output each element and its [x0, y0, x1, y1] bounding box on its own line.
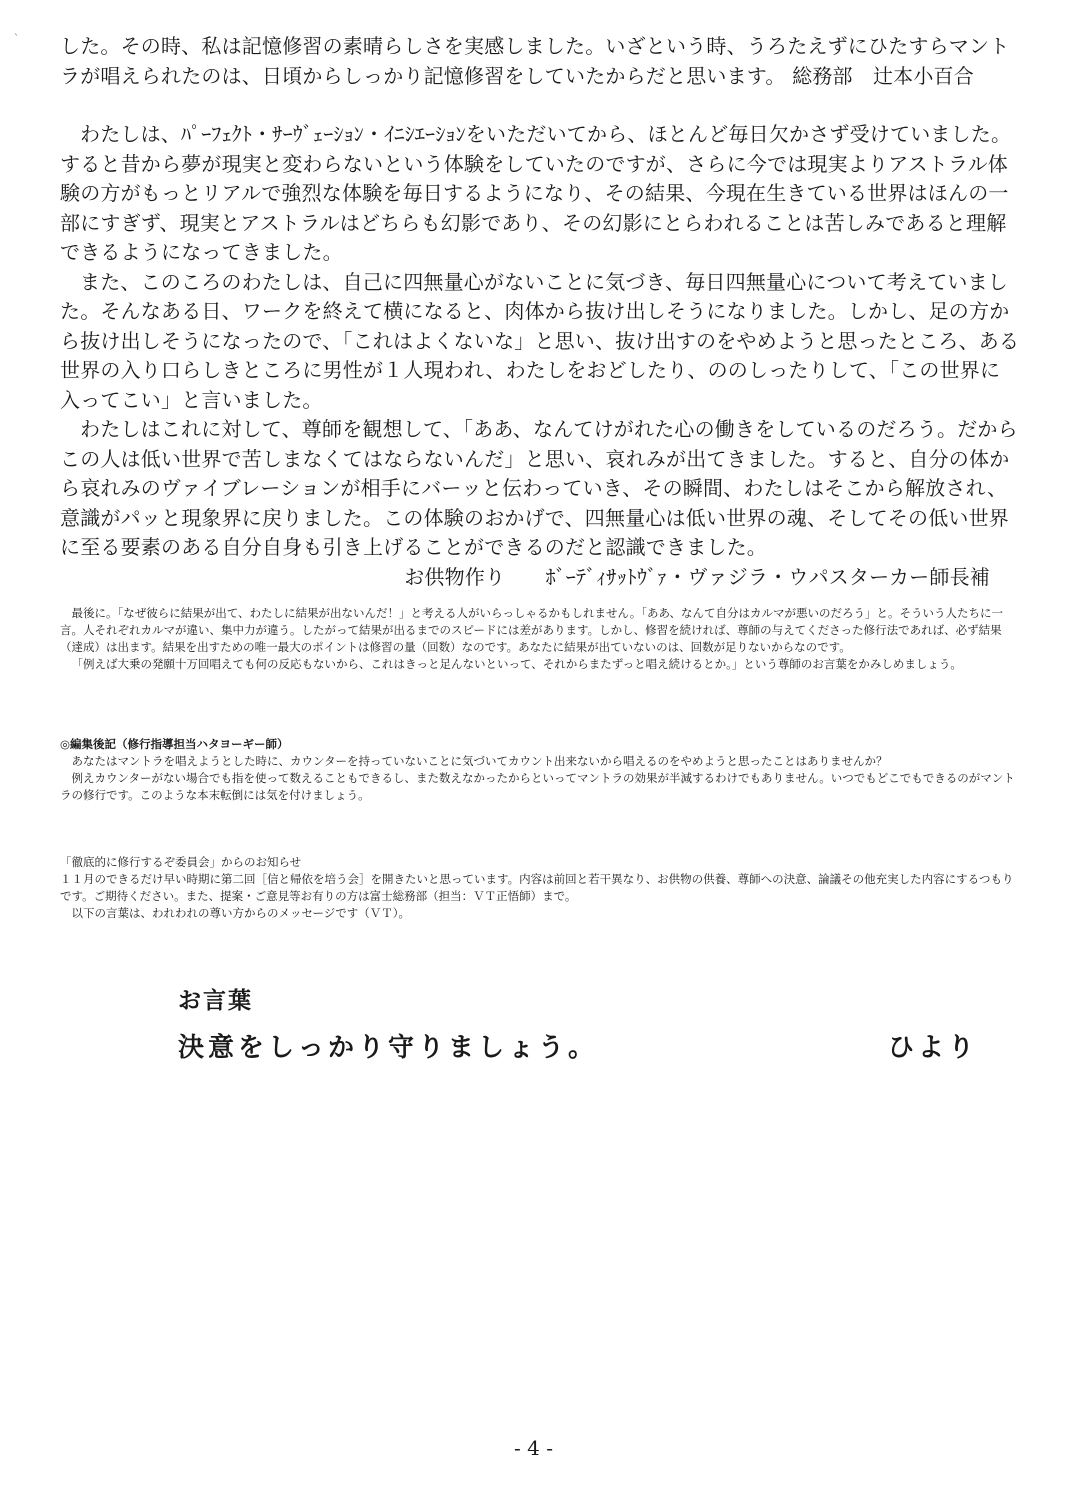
okotoba-author: ひより [887, 1033, 978, 1063]
editor-note-heading: ◎編集後記（修行指導担当ハタヨーギー師） [60, 737, 289, 751]
article-signature: お供物作り ﾎﾞｰﾃﾞｨｻｯﾄｳﾞｧ・ヴァジラ・ウパスターカー師長補 [404, 564, 990, 589]
article-para-4: わたしはこれに対して、尊師を観想して、「ああ、なんてけがれた心の働きをしているのだろう。だからこの人は低い世界で苦しまなくてはならないんだ」と思い、哀れみが出てきました。すると、自分の体から哀れみのヴァイブレーションが相手にバーッと伝わっていき、その瞬間、わたしはそこから解放され、意識がパッと現象界に戻りました。この体験のおかげで、四無量心は低い世界の魂、そしてその低い世界に至る要素のある自分自身も引き上げることができるのだと認識できました。 [60, 417, 1018, 559]
closing-para-2: 「例えば大乗の発願十万回唱えても何の反応もないから、これはきっと足んないといって、それからまたずっと唱え続けるとか。」という尊師のお言葉をかみしめましょう。 [71, 657, 962, 671]
closing-note [60, 605, 1020, 673]
article-para-1: した。その時、私は記憶修習の素晴らしさを実感しました。いざという時、うろたえずにひたすらマントラが唱えられたのは、日頃からしっかり記憶修習をしていたからだと思います。 総務部 辻本小百合 [60, 34, 1010, 88]
editor-note [60, 736, 1020, 804]
article-top [60, 32, 1020, 592]
article-para-3: また、このころのわたしは、自己に四無量心がないことに気づき、毎日四無量心について考えていました。そんなある日、ワークを終えて横になると、肉体から抜け出しそうになりました。しかし、足の方から抜け出しそうになったので、「これはよくないな」と思い、抜け出すのをやめようと思ったところ、ある世界の入り口らしきところに男性が１人現われ、わたしをおどしたり、ののしったりして、「この世界に入ってこい」と言いました。 [60, 269, 1020, 412]
notice [60, 854, 1020, 922]
editor-note-para-2: 例えカウンターがない場合でも指を使って数えることもできるし、また数えなかったからといってマントラの効果が半減するわけでもありません。いつでもどこでもできるのがマントラの修行です。このような本末転倒には気を付けましょう。 [60, 771, 1015, 802]
editor-note-para-1: あなたはマントラを唱えようとした時に、カウンターを持っていないことに気づいてカウント出来ないから唱えるのをやめようと思ったことはありませんか？ [71, 754, 888, 768]
notice-para-2: 以下の言葉は、われわれの尊い方からのメッセージです（ＶＴ）。 [71, 906, 411, 920]
closing-para-1: 最後に。「なぜ彼らに結果が出て、わたしに結果が出ないんだ！」と考える人がいらっしゃるかもしれません。「ああ、なんて自分はカルマが悪いのだろう」と。そういう人たちに一言。人それぞれカルマが違い、集中力が違う。したがって結果が出るまでのスピードには差があります。しかし、修習を続ければ、尊師の与えてくださった修行法であれば、必ず結果（達成）は出ます。結果を出すための唯一最大のポイントは修習の量（回数）なのです。あなたに結果が出ていないのは、回数が足りないからなのです。 [60, 606, 1003, 654]
article-para-2: わたしは、ﾊﾟｰﾌｪｸﾄ・ｻｰｳﾞｪｰｼｮﾝ・ｲﾆｼｴｰｼｮﾝをいただいてから、ほとんど毎日欠かさず受けていました。すると昔から夢が現実と変わらないという体験をしていたのですが、さらに今では現実よりアストラル体験の方がもっとリアルで強烈な体験を毎日するようになり、その結果、今現在生きている世界はほんの一部にすぎず、現実とアストラルはどちらも幻影であり、その幻影にとらわれることは苦しみであると理解できるようになってきました。 [60, 122, 1012, 264]
notice-para-1: １１月のできるだけ早い時期に第二回［信と帰依を培う会］を開きたいと思っています。内容は前回と若干異なり、お供物の供養、尊師への決意、論議その他充実した内容にするつもりです。ご期待ください。また、提案・ご意見等お有りの方は富士総務部（担当：ＶＴ正悟師）まで。 [60, 872, 1014, 903]
okotoba-title: お言葉 [178, 988, 253, 1014]
notice-heading: 「徹底的に修行するぞ委員会」からのお知らせ [60, 855, 302, 869]
okotoba-message: 決意をしっかり守りましょう。 [178, 1033, 599, 1063]
scan-speck: ˋ [14, 34, 19, 45]
page-number: - 4 - [514, 1436, 553, 1460]
okotoba-line [178, 1027, 998, 1064]
paragraph-gap [60, 91, 1020, 120]
